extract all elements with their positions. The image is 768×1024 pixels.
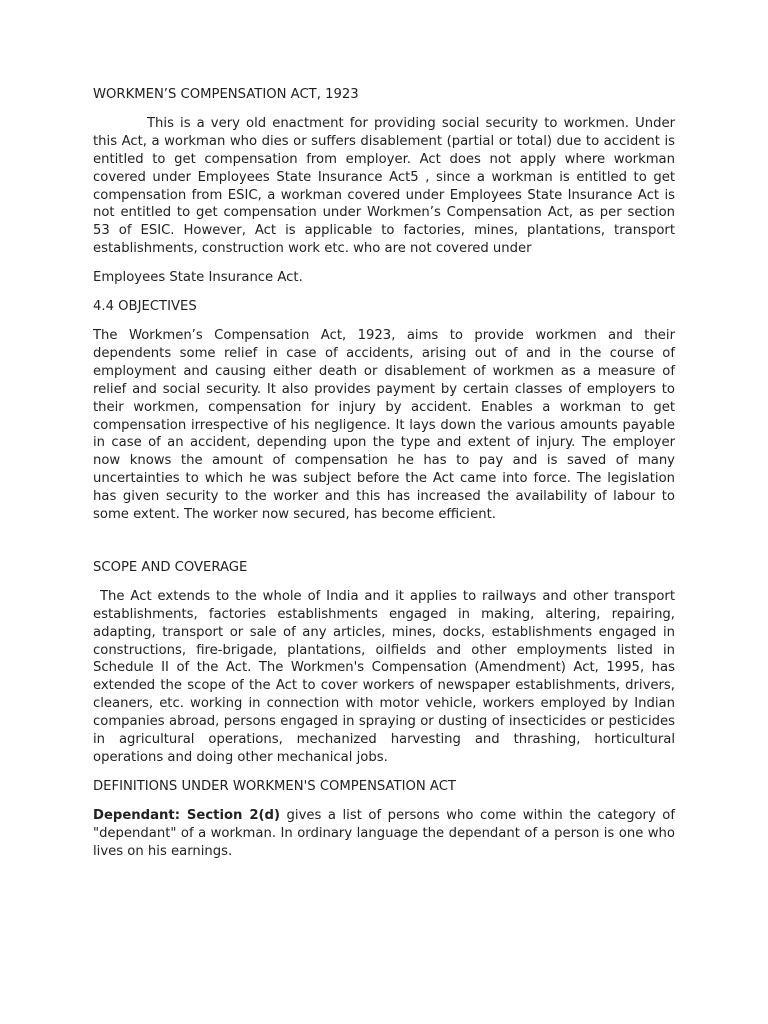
definitions-heading: DEFINITIONS UNDER WORKMEN'S COMPENSATION ACT [93,778,456,794]
dependant-text: gives a list of persons who come within the category of "dependant" of a workman. In ordinary language the dependant of a person is one who lives on his earnings. [93,807,676,859]
dependant-term: Dependant: Section 2(d) [93,807,281,823]
dependant-definition [93,807,675,861]
scope-paragraph: The Act extends to the whole of India and it applies to railways and other transport establishments, factories establishments engaged in making, altering, repairing, adapting, transport or sale of any articles, mines, docks, establishments engaged in constructions, fire-brigade, plantations, oilfields and other employments listed in Schedule II of the Act. The Workmen's Compensation (Amendment) Act, 1995, has extended the scope of the Act to cover workers of newspaper establishments, drivers, cleaners, etc. working in connection with motor vehicle, workers employed by Indian companies abroad, persons engaged in spraying or dusting of insecticides or pesticides in agricultural operations, mechanized harvesting and thrashing, horticultural operations and doing other mechanical jobs. [93,588,675,765]
intro-continuation: Employees State Insurance Act. [93,270,303,286]
section-spacer [93,535,675,559]
objectives-paragraph: The Workmen’s Compensation Act, 1923, aims to provide workmen and their dependents some relief in case of accidents, arising out of and in the course of employment and causing either death or disablement of workmen as a measure of relief and social security. It also provides payment by certain classes of employers to their workmen, compensation for injury by accident. Enables a workman to get compensation irrespective of his negligence. It lays down the various amounts payable in case of an accident, depending upon the type and extent of injury. The employer now knows the amount of compensation he has to pay and is saved of many uncertainties to which he was subject before the Act came into force. The legislation has given security to the worker and this has increased the availability of labour to some extent. The worker now secured, has become efficient. [93,327,675,523]
document-title: WORKMEN’S COMPENSATION ACT, 1923 [93,87,359,102]
intro-paragraph: This is a very old enactment for providing social security to workmen. Under this Act, a workman who dies or suffers disablement (partial or total) due to accident is entitled to get compensation from employer. Act does not apply where workman covered under Employees State Insurance Act5 , since a workman is entitled to get compensation from ESIC, a workman covered under Employees State Insurance Act is not entitled to get compensation under Workmen’s Compensation Act, as per section 53 of ESIC. However, Act is applicable to factories, mines, plantations, transport establishments, construction work etc. who are not covered under [93,115,675,257]
objectives-heading: 4.4 OBJECTIVES [93,299,197,315]
scope-heading: SCOPE AND COVERAGE [93,559,248,575]
document-page [93,86,675,872]
